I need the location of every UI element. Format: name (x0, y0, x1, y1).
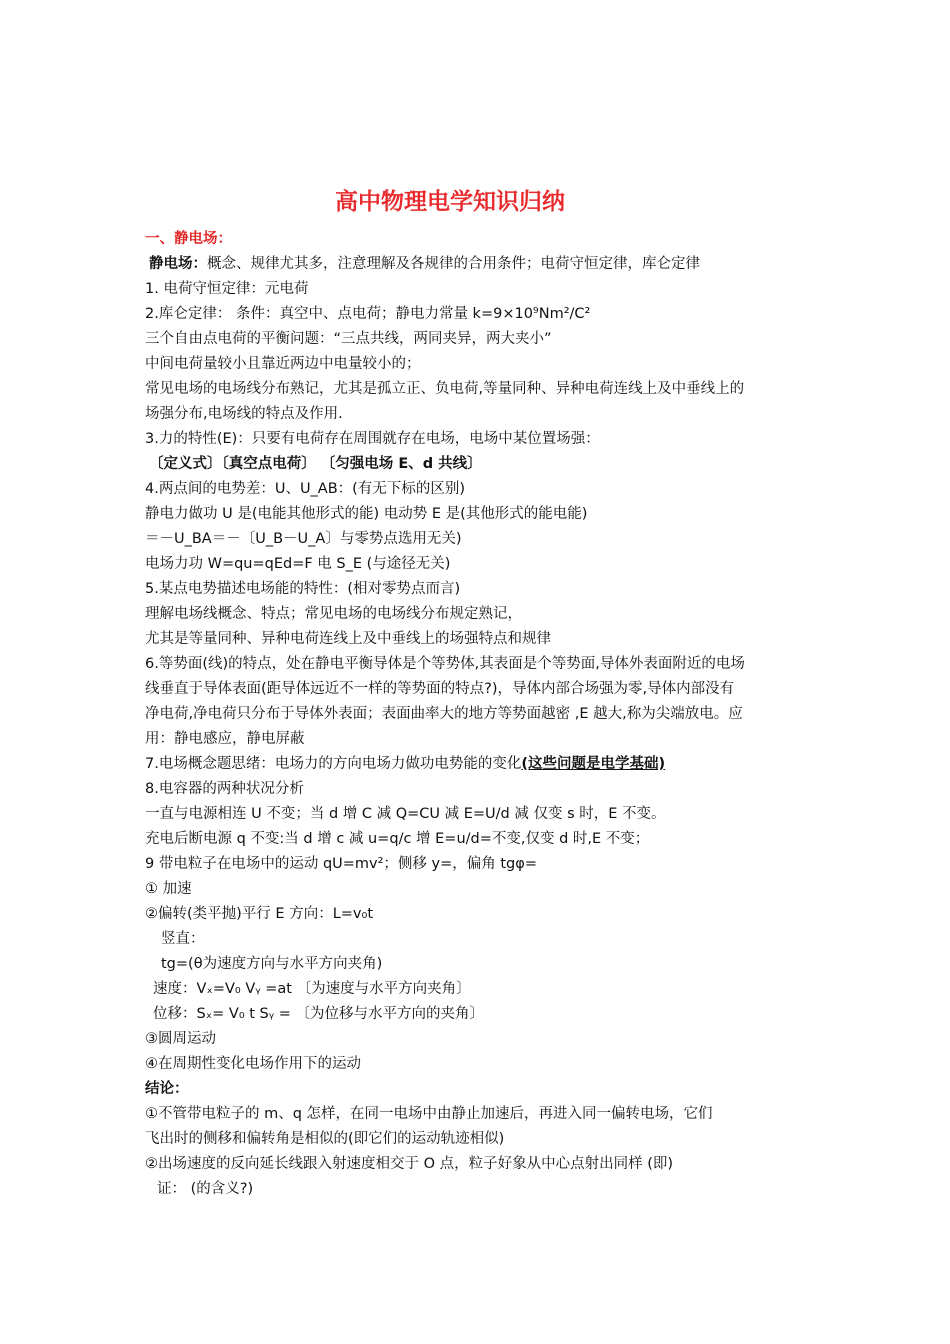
text-line: 充电后断电源 q 不变:当 d 增 c 减 u=q/c 增 E=u/d=不变,仅变 d 时,E 不变； (145, 831, 650, 847)
text-line: 6.等势面(线)的特点，处在静电平衡导体是个等势体,其表面是个等势面,导体外表面附近的电场 (145, 656, 745, 672)
text-line: 证： (的含义?) (157, 1181, 254, 1197)
text-line: 净电荷,净电荷只分布于导体外表面；表面曲率大的地方等势面越密 ,E 越大,称为尖端放电。应 (145, 706, 743, 722)
text-line: 速度：Vₓ=V₀ Vᵧ =at 〔为速度与水平方向夹角〕 (153, 981, 471, 997)
text-line: 3.力的特性(E)：只要有电荷存在周围就存在电场，电场中某位置场强： (145, 431, 600, 447)
text-line: 线垂直于导体表面(距导体远近不一样的等势面的特点?)，导体内部合场强为零,导体内部没有 (145, 681, 735, 697)
text-line: 8.电容器的两种状况分析 (145, 781, 304, 797)
text-line: 理解电场线概念、特点；常见电场的电场线分布规定熟记， (145, 606, 522, 622)
bold-suffix: (这些问题是电学基础) (521, 756, 666, 772)
text-line: 2.库仑定律： 条件：真空中、点电荷；静电力常量 k=9×10⁹Nm²/C² (145, 306, 591, 322)
text-line: 常见电场的电场线分布熟记，尤其是孤立正、负电荷,等量同种、异种电荷连线上及中垂线上的 (145, 381, 745, 397)
text-line: 静电力做功 U 是(电能其他形式的能) 电动势 E 是(其他形式的能电能) (145, 506, 588, 522)
text-line: ① 加速 (145, 881, 192, 897)
text-line: 场强分布,电场线的特点及作用. (145, 406, 343, 422)
text-line: 7.电场概念题思绪：电场力的方向电场力做功电势能的变化(这些问题是电学基础) (145, 756, 666, 772)
text-line: 一、静电场： (145, 231, 232, 247)
text-line: 静电场：概念、规律尤其多，注意理解及各规律的合用条件；电荷守恒定律，库仑定律 (149, 256, 700, 272)
text-line: 1. 电荷守恒定律：元电荷 (145, 281, 309, 297)
document-title: 高中物理电学知识归纳 (335, 189, 565, 215)
text-line: 一直与电源相连 U 不变；当 d 增 C 减 Q=CU 减 E=U/d 减 仅变 s 时，E 不变。 (145, 806, 666, 822)
text-line: 三个自由点电荷的平衡问题：“三点共线，两同夹异，两大夹小” (145, 331, 552, 347)
document-body (145, 227, 820, 1202)
text-line: ＝－U_BA＝－〔U_B－U_A〕与零势点选用无关) (145, 531, 462, 547)
text-line: ①不管带电粒子的 m、q 怎样，在同一电场中由静止加速后，再进入同一偏转电场，它们 (145, 1106, 713, 1122)
text-line: tg=(θ为速度方向与水平方向夹角) (161, 956, 383, 972)
text-line: 〔定义式〕〔真空点电荷〕 〔匀强电场 E、d 共线〕 (149, 456, 482, 472)
text-line: ③圆周运动 (145, 1031, 216, 1047)
text-line: 竖直： (161, 931, 205, 947)
text-line: 飞出时的侧移和偏转角是相似的(即它们的运动轨迹相似) (145, 1131, 505, 1147)
text-line: 结论： (145, 1081, 189, 1097)
text-line: 中间电荷量较小且靠近两边中电量较小的； (145, 356, 421, 372)
text-line: ④在周期性变化电场作用下的运动 (145, 1056, 361, 1072)
text-line: 9 带电粒子在电场中的运动 qU=mv²；侧移 y=，偏角 tgφ= (145, 856, 537, 872)
text-line: 位移：Sₓ= V₀ t Sᵧ = 〔为位移与水平方向的夹角〕 (153, 1006, 485, 1022)
text-line: 5.某点电势描述电场能的特性：(相对零势点而言) (145, 581, 461, 597)
text-line: 4.两点间的电势差：U、U_AB：(有无下标的区别) (145, 481, 465, 497)
bold-prefix: 静电场： (149, 256, 207, 272)
text-line: 用：静电感应，静电屏蔽 (145, 731, 305, 747)
text-line: ②出场速度的反向延长线跟入射速度相交于 O 点，粒子好象从中心点射出同样 (即) (145, 1156, 674, 1172)
text-line: 尤其是等量同种、异种电荷连线上及中垂线上的场强特点和规律 (145, 631, 551, 647)
text-line: 电场力功 W=qu=qEd=F 电 S_E (与途径无关) (145, 556, 451, 572)
text-line: ②偏转(类平抛)平行 E 方向：L=v₀t (145, 906, 373, 922)
